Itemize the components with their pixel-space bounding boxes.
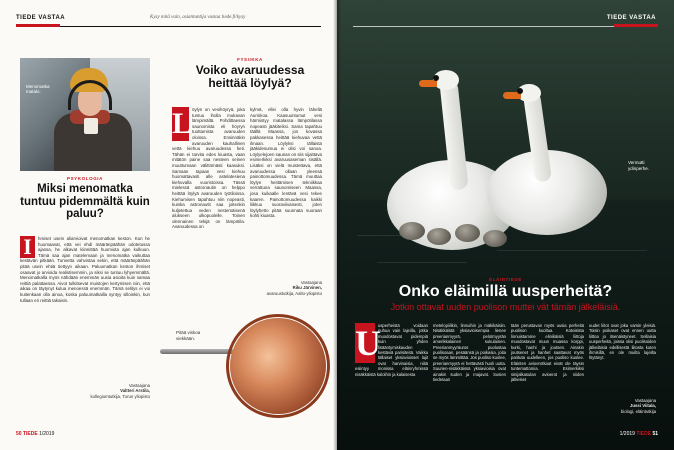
- swan-knob: [433, 75, 439, 81]
- byline-name: Riku Järvinen,: [292, 285, 322, 291]
- article-col-text: öylyn on vesihöyryä, joka tuntuu iholla mukavan lämpimältä. Pohdittaessa saunomista eli höyryn tuottamista avaruuden oloissa. Ensinnäkin avaruuden kauhallinen vettä kiehuu avaruudessa heti. Tähän ei tarvita edes kiuasta, vaan mitätön paine saa nesteen seinen muuttumaan välittömästi kaasuksi. Samaan tapaan vesi kiehuu huomattavasti alle astelatesiena kiehuvalla vuoristoissa. Tässä mielessä astronautin on helppo heittää löylyä avaruuden työtiloissa. Kiehumisen tapahtuu niin nopeasti, kuinka astronautit saa joitenkin kuljetettua veden nestemäisenä alukseen ulkopuolelle. Toinen olennainen tekijä on lämpötila. Avaruudessa on: [172, 107, 245, 230]
- byline-name: Valtteri Arstila,: [120, 388, 150, 394]
- article-col-3-uusperheet: tään perustavan myös uusia perheitä puolison kuoltua. Kotoisista linnuistamme elinikäisiä liittoja muodostavat muun muassa korppi, kurki, hanhi ja joutsen. Ainakin joutsenet ja hanhet saattavat myös parituta uudelleen, jos puoliso kuolee. Eläinten avioerotkaat eivät ole täysin tuntemattomia. Esimerkiksi sinijalkasulan avioerot ja niiden jälkeiset: [511, 323, 584, 383]
- folio-issue: 1/2019: [619, 431, 635, 437]
- cygnet: [483, 230, 507, 247]
- dropcap-i: I: [20, 236, 35, 258]
- page-number: 50: [16, 431, 22, 437]
- swan-caption: Vermutti ydinperhe.: [628, 160, 650, 171]
- ladle-caption: Pitää viskoa viekkään.: [176, 330, 201, 341]
- article-col-2-loyly: kylmä, ellei olla hyvin lähellä Aurinkoa. Kaasuuntumut vesi härmistyy matalassa lämpötilassa nopeasti jääkiteiksi. Sama tapahtuu täällä Maassa, jos kovassa pakkasessa heittää kiehuvaa vettä ilmaan. Löylyksi tällaista jääkidesumua ei olisi voi sanoa. Löylyelejoen saunan on siis sijaittava esimerkiksi avaruusaseman sisällä. Lisäksi on vielä muistettava, että avaruudessa ollaan yleensä painottomuudessa. Tämä muuttaa löylyn heittämisen tekniikkaa verrattuna saunomiseen Maassa, josa kuikaalle lentävä vesi tekee kaaren. Painottomuudessa kaikki liikkuu suoraviivaisesti, joten löylyhetto pitää suunnata suoraan kohti kiuasta.: [250, 107, 323, 219]
- folio-mag: TIEDE: [22, 431, 38, 437]
- kicker-psykologia: PSYKOLOGIA: [66, 176, 103, 181]
- kicker-fysiikka: FYSIIKKA: [237, 57, 263, 62]
- header-red-bar-right: [614, 24, 658, 27]
- article-col-2-uusperheet: metelopiilikin, linnuihin ja mäkikäisiin. Nisäkkäistä yksiavioisempia lienee preerianmyyrä, pelotmyyrän amerikkalainen sukulainen. Preerianmyyräuros puolustaa puolisoaan, pesäänsä ja poikasia, joita se myös lämmittää. Jos puoliso kuolee, preerianmyyrä ei hettävästi huoli uutta. Suurien-nisäkkäissä yksiavioisia ovat ainakin suden ja majavat. Susien tiedetaan: [433, 323, 506, 383]
- byline-role: Vastaajana: [634, 398, 656, 403]
- byline-viitala: [586, 398, 656, 414]
- ladle-bowl: [230, 318, 326, 414]
- byline-name: Jussi Viitala,: [630, 403, 656, 409]
- byline-jarvinen: [245, 280, 322, 296]
- dropcap-l: L: [172, 107, 193, 140]
- folio-issue: 1/2019: [39, 431, 55, 437]
- cygnet: [427, 228, 451, 245]
- article-body-text: hmiset usein aliarvioivat menomatkan keston. Kun he huomaavat, että vei ehdi määränpäähän odotetussa ajassa, he alkavat kiinnittää huomiota ajan kulkuun. Tämä saa ajan matelemaan ja menomatka vaikuttaa kestävän pitkään. Tunnetta vahvistaa sekin, että määränpäähän pitää usein ehtiä tiettyyn aikaan. Paluumatkan keston ihmiset osaavat jo arvioida realistisemmin, ja siksi se tuntuu lyhyemmältä. Menomatkalla myös nähdään enemmän uusia asioita kuin samaa reittiä palattaessa. Aivot tulkitsevat muistojen kertymisen niin, että aikaa on täytynyt kulua menoessä enemmän. Tämä selitys ei voi kuitenkaan olla ainoa, koska paluumatkailla syntyy silloinkin, kun tullaan eri reittiä takaisin.: [20, 236, 150, 303]
- byline-title: avaruustutkija, Aalto-yliopisto: [266, 290, 322, 296]
- header-rule-right: [353, 26, 658, 27]
- folio-mag: TIEDE: [636, 431, 652, 437]
- byline-role: Vastaajana: [128, 383, 150, 388]
- header-strip: Kysy mitä vain, asiantuntija vastaa tiede.fi/kysy: [150, 15, 246, 20]
- cygnet: [455, 224, 480, 242]
- headline-menomatka: Miksi menomatka tuntuu pidemmältä kuin paluu?: [20, 183, 150, 220]
- running-head-right: TIEDE VASTAA: [606, 15, 656, 21]
- folio-left: [16, 431, 54, 437]
- byline-title: biologi, eläintutkija: [620, 408, 656, 414]
- headline-uusperheet: Onko eläimillä uusperheitä?: [398, 283, 613, 300]
- page-number: 51: [652, 431, 658, 437]
- article-col-text: usperheistä voidaan puhua vain lajeilla, jotka muodostavat pidempiä kuin yhden lisääntymiskauden kestäviä parisiteitä. Vaikka tällaiset yksiavioisset lajit ovat harvinaisia, niitä esiintyy monissa eläinryhmissä nisäkkäistä kaloihin ja kalaisesta: [355, 323, 428, 377]
- photo-caption-woman: Menomatka matalo.: [26, 84, 50, 95]
- swan-knob: [517, 88, 523, 94]
- kicker-elaintiede: ELÄINTIEDE: [489, 277, 522, 282]
- cygnet: [399, 222, 425, 240]
- headline-avaruus-loyly: Voiko avaruudessa heittää löylyä?: [195, 63, 305, 90]
- standfirst-uusperheet: Jotkin ottavat uuden puolison muttei vät tämän jälkeläisiä.: [390, 302, 621, 312]
- water-ripple: [377, 262, 467, 263]
- byline-arstila: [80, 383, 150, 399]
- right-page: [337, 0, 674, 450]
- article-body-menomatka: [20, 236, 150, 303]
- header-rule: [16, 26, 321, 27]
- swan-beak: [419, 80, 437, 87]
- header-red-bar: [16, 24, 60, 27]
- article-col-4-uusperheet: uudet liitot ovat joka varsin yleisiä. Toisin poikaset ovat ennen uutta liittoa jo itsenäistyneet. Sellaisia uusperheitä, joissa olisi puolisoiden jälkeläisiä edellisestä liitosta kuten ihmisillä, en ole muilta lajeilta löytänyt.: [589, 323, 656, 361]
- spine-gutter: [333, 0, 341, 450]
- cup-shape: [84, 118, 98, 134]
- byline-role: Vastaajana: [300, 280, 322, 285]
- byline-title: kollegiumtutkija, Turun yliopisto: [90, 393, 150, 399]
- water-ripple: [497, 250, 647, 251]
- dropcap-u: U: [355, 323, 381, 363]
- woman-travel-photo: [20, 58, 150, 171]
- folio-right: [620, 431, 658, 437]
- running-head-left: TIEDE VASTAA: [16, 15, 66, 21]
